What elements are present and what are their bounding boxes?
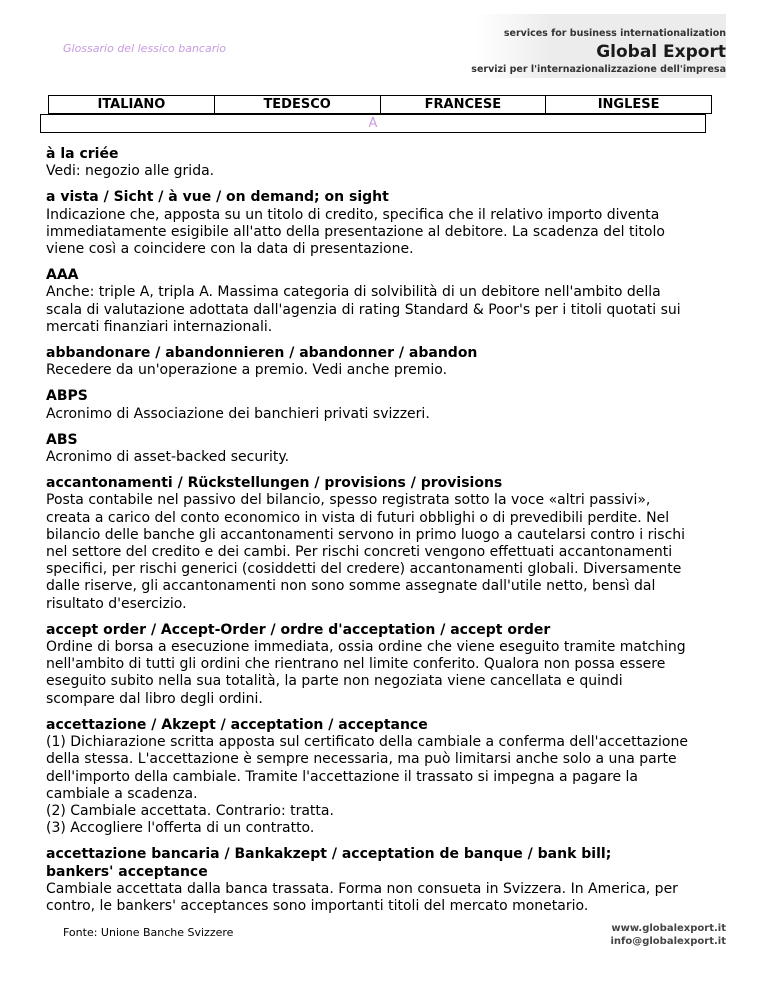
language-header-row	[48, 95, 712, 114]
entry-definition-line: nell'ambito di tutti gli ordini che rientrano nel limite conferito. Qualora non possa essere	[46, 656, 666, 673]
entry-term: accettazione / Akzept / acceptation / acceptance	[46, 716, 428, 733]
entry-term: accettazione bancaria / Bankakzept / acceptation de banque / bank bill; bankers' acceptance	[46, 846, 612, 880]
entry-definition-line: Anche: triple A, tripla A. Massima categoria di solvibilità di un debitore nell'ambito della	[46, 284, 661, 301]
entry-definition-line: eseguito subito nella sua totalità, la parte non negoziata viene cancellata e quindi	[46, 673, 623, 690]
entry-definition-line: Acronimo di asset-backed security.	[46, 449, 290, 466]
entry-definition-line: viene così a coincidere con la data di presentazione.	[46, 241, 414, 258]
glossary-entry	[46, 475, 726, 613]
glossary-entry	[46, 146, 726, 180]
entry-definition-line: Acronimo di Associazione dei banchieri privati svizzeri.	[46, 405, 430, 422]
glossary-entry	[46, 388, 726, 422]
glossary-entry	[46, 345, 726, 379]
entry-definition-line: dell'importo della cambiale. Tramite l'accettazione il trassato si impegna a pagare la	[46, 768, 638, 785]
entry-definition-line: specifici, per rischi generici (cosiddetti del credere) accantonamenti globali. Diversamente	[46, 561, 682, 578]
entry-term: ABPS	[46, 388, 88, 405]
glossary-entry	[46, 267, 726, 336]
language-header-italiano: ITALIANO	[49, 96, 215, 113]
glossary-entry	[46, 622, 726, 708]
brand-tagline-it: servizi per l'internazionalizzazione dell'impresa	[471, 64, 726, 75]
entry-definition-line: nel settore del credito e dei cambi. Per rischi concreti vengono effettuati accantonamenti	[46, 544, 673, 561]
document-title: Glossario del lessico bancario	[63, 42, 227, 55]
entry-definition-line: risultato d'esercizio.	[46, 595, 187, 612]
entry-term: accept order / Accept-Order / ordre d'acceptation / accept order	[46, 621, 551, 638]
glossary-entries	[46, 146, 726, 924]
footer-website: www.globalexport.it	[611, 923, 726, 934]
entry-definition-line: Cambiale accettata dalla banca trassata. Forma non consueta in Svizzera. In America, per	[46, 880, 678, 897]
entry-definition-line: della stessa. L'accettazione è sempre necessaria, ma può limitarsi anche solo a una parte	[46, 751, 677, 768]
brand-name: Global Export	[596, 42, 726, 62]
entry-definition-line: contro, le bankers' acceptances sono importanti titoli del mercato monetario.	[46, 897, 589, 914]
glossary-entry	[46, 189, 726, 258]
footer-source: Fonte: Unione Banche Svizzere	[63, 926, 234, 939]
entry-definition-line: (1) Dichiarazione scritta apposta sul certificato della cambiale a conferma dell'accettazione	[46, 734, 688, 751]
entry-definition-line: (3) Accogliere l'offerta di un contratto.	[46, 820, 315, 837]
entry-definition-line: Ordine di borsa a esecuzione immediata, ossia ordine che viene eseguito tramite matching	[46, 639, 686, 656]
entry-definition-line: Recedere da un'operazione a premio. Vedi anche premio.	[46, 362, 448, 379]
entry-definition-line: Posta contabile nel passivo del bilancio, spesso registrata sotto la voce «altri passivi»,	[46, 492, 651, 509]
glossary-entry	[46, 717, 726, 837]
entry-definition-line: cambiale a scadenza.	[46, 785, 198, 802]
entry-definition-line: mercati finanziari internazionali.	[46, 318, 273, 335]
entry-definition-line: bilancio delle banche gli accantonamenti servono in primo luogo a cautelarsi contro i rischi	[46, 526, 686, 543]
entry-definition-line: scompare dal libro degli ordini.	[46, 690, 263, 707]
footer-email: info@globalexport.it	[610, 936, 726, 947]
language-header-francese: FRANCESE	[381, 96, 547, 113]
language-header-tedesco: TEDESCO	[215, 96, 381, 113]
entry-definition-line: (2) Cambiale accettata. Contrario: tratta.	[46, 802, 334, 819]
entry-definition-line: scala di valutazione adottata dall'agenzia di rating Standard & Poor's per i titoli quotati sui	[46, 301, 681, 318]
entry-term: AAA	[46, 267, 79, 284]
section-letter: A	[40, 114, 706, 133]
footer-contacts	[610, 922, 726, 948]
entry-term: a vista / Sicht / à vue / on demand; on sight	[46, 189, 389, 206]
brand-tagline-en: services for business internationalization	[503, 28, 726, 39]
language-header-inglese: INGLESE	[597, 97, 660, 112]
entry-definition-line: Indicazione che, apposta su un titolo di credito, specifica che il relativo importo diventa	[46, 206, 660, 223]
glossary-entry	[46, 432, 726, 466]
entry-definition-line: Vedi: negozio alle grida.	[46, 163, 215, 180]
entry-term: ABS	[46, 431, 78, 448]
brand-logo	[471, 14, 726, 78]
entry-definition-line: creata a carico del conto economico in vista di futuri obblighi o di prevedibili perdite. Nel	[46, 509, 670, 526]
entry-definition-line: immediatamente esigibile all'atto della presentazione al debitore. La scadenza del titolo	[46, 223, 665, 240]
entry-term: abbandonare / abandonnieren / abandonner / abandon	[46, 345, 478, 362]
entry-term: accantonamenti / Rückstellungen / provisions / provisions	[46, 475, 503, 492]
glossary-entry	[46, 846, 726, 915]
entry-term: à la criée	[46, 146, 119, 162]
entry-definition-line: dalle riserve, gli accantonamenti non sono somme assegnate dall'utile netto, bensì dal	[46, 578, 656, 595]
